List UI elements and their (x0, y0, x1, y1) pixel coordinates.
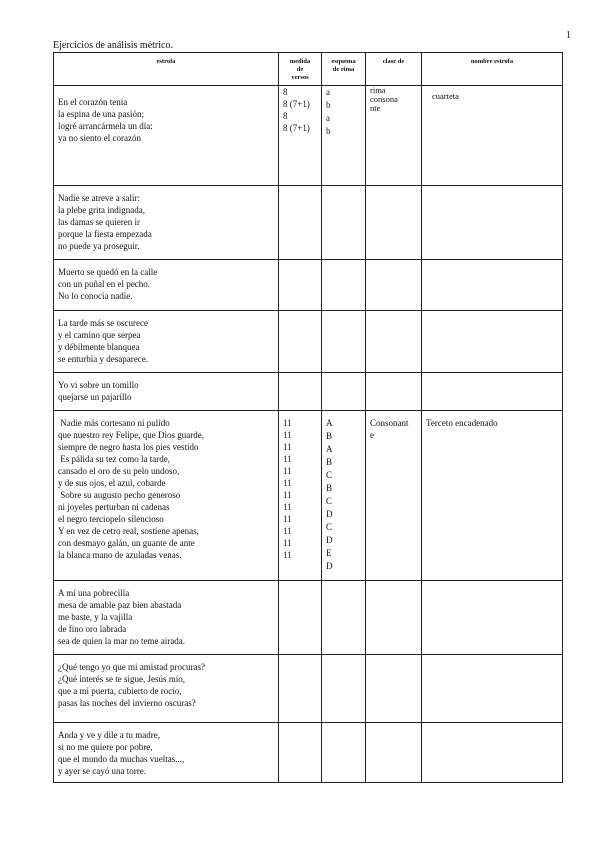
esquema-cell-line: E (326, 548, 332, 558)
medida-cell (279, 311, 322, 373)
stanza-cell-line: La tarde más se oscurece (58, 318, 148, 328)
esquema-cell (322, 373, 366, 411)
medida-cell-line: 11 (283, 442, 292, 452)
clase-cell (366, 373, 422, 411)
stanza-cell-line: que a mi puerta, cubierto de rocío, (58, 686, 182, 696)
esquema-cell-line: a (326, 113, 330, 123)
clase-cell (366, 655, 422, 723)
header-estrofa: estrofa (54, 53, 279, 86)
header-nombre: nombre estrofa (422, 53, 563, 86)
stanza-cell-line: la plebe grita indignada, (58, 205, 145, 215)
esquema-cell (322, 581, 366, 655)
medida-cell-line: 11 (283, 538, 292, 548)
stanza-cell-line: Yo vi sobre un tomillo (58, 380, 139, 390)
stanza-cell-line: mesa de amable paz bien abastada (58, 600, 182, 610)
clase-cell (366, 186, 422, 260)
clase-cell (366, 311, 422, 373)
nombre-cell (422, 723, 563, 783)
medida-cell (279, 655, 322, 723)
stanza-cell-line: Anda y ve y dile a tu madre, (58, 730, 160, 740)
medida-cell-line: 8 (7+1) (283, 99, 310, 109)
header-clase: clase de (366, 53, 422, 86)
stanza-cell (54, 411, 279, 581)
stanza-cell-line: quejarse un pajarillo (58, 392, 132, 402)
table-row (54, 723, 563, 783)
page-title: Ejercicios de análisis métrico. (53, 40, 173, 51)
medida-cell-line: 11 (283, 478, 292, 488)
stanza-cell-line: Sobre su augusto pecho generoso (58, 490, 181, 500)
esquema-cell-line: D (326, 561, 333, 571)
stanza-cell-line: se enturbia y desaparece. (58, 354, 148, 364)
nombre-cell (422, 373, 563, 411)
medida-cell-line: 8 (283, 87, 288, 97)
nombre-estrofa-value: cuarteta (432, 91, 459, 101)
nombre-cell (422, 86, 563, 186)
stanza-cell-line: sea de quien la mar no teme airada. (58, 636, 185, 646)
stanza-cell-line: Muerto se quedó en la calle (58, 267, 158, 277)
stanza-cell-line: cansado el oro de su pelo undoso, (58, 466, 180, 476)
stanza-cell-line: Nadie se atreve a salir: (58, 193, 140, 203)
medida-cell-line: 11 (283, 550, 292, 560)
medida-cell (279, 411, 322, 581)
medida-cell (279, 186, 322, 260)
table-row (54, 311, 563, 373)
esquema-cell (322, 186, 366, 260)
medida-cell (279, 581, 322, 655)
nombre-cell (422, 311, 563, 373)
medida-cell-line: 11 (283, 430, 292, 440)
clase-cell (366, 723, 422, 783)
medida-cell-line: 11 (283, 466, 292, 476)
stanza-cell-line: ni joyeles perturban ni cadenas (58, 502, 170, 512)
esquema-cell-line: D (326, 535, 333, 545)
esquema-cell (322, 86, 366, 186)
medida-cell-line: 8 (7+1) (283, 123, 310, 133)
stanza-cell (54, 723, 279, 783)
esquema-cell (322, 311, 366, 373)
table-row (54, 411, 563, 581)
stanza-cell-line: y de sus ojos, el azul, cobarde (58, 478, 166, 488)
stanza-cell (54, 373, 279, 411)
clase-cell (366, 260, 422, 311)
stanza-cell-line: ¿Qué tengo yo que mi amistad procuras? (58, 662, 205, 672)
esquema-cell (322, 411, 366, 581)
medida-cell (279, 373, 322, 411)
stanza-cell-line: con desmayo galán, un guante de ante (58, 538, 195, 548)
stanza-cell-line: me baste, y la vajilla (58, 612, 133, 622)
esquema-cell-line: a (326, 87, 330, 97)
medida-cell (279, 723, 322, 783)
stanza-cell-line: No lo conocía nadie. (58, 291, 133, 301)
stanza-cell-line: siempre de negro hasta los pies vestido (58, 442, 199, 452)
nombre-estrofa-value: Terceto encadenado (426, 418, 498, 428)
esquema-cell (322, 723, 366, 783)
medida-cell (279, 86, 322, 186)
stanza-cell-line: con un puñal en el pecho. (58, 279, 150, 289)
stanza-cell-line: que nuestro rey Felipe, que Dios guarde, (58, 430, 204, 440)
stanza-cell (54, 311, 279, 373)
stanza-cell (54, 260, 279, 311)
header-medida: medida de versos (279, 53, 322, 86)
nombre-cell (422, 655, 563, 723)
nombre-cell (422, 186, 563, 260)
esquema-cell-line: D (326, 509, 333, 519)
medida-cell-line: 11 (283, 514, 292, 524)
esquema-cell-line: C (326, 496, 333, 506)
stanza-cell-line: y el camino que serpea (58, 330, 141, 340)
stanza-cell-line: que el mundo da muchas vueltas..., (58, 754, 185, 764)
clase-cell-line: Consonant (370, 418, 409, 428)
medida-cell-line: 11 (283, 502, 292, 512)
table-row (54, 86, 563, 186)
stanza-cell-line: la blanca mano de azuladas venas. (58, 550, 182, 560)
table-row (54, 260, 563, 311)
nombre-cell (422, 581, 563, 655)
stanza-cell-line: ¿Qué interés se te sigue, Jesús mío, (58, 674, 185, 684)
esquema-cell-line: A (326, 418, 333, 428)
stanza-cell-line: Y en vez de cetro real, sostiene apenas, (58, 526, 199, 536)
stanza-cell-line: Es pálida su tez como la tarde, (58, 454, 170, 464)
stanza-cell (54, 581, 279, 655)
stanza-cell-line: si no me quiere por pobre, (58, 742, 153, 752)
medida-cell (279, 260, 322, 311)
table-row (54, 186, 563, 260)
esquema-cell-line: C (326, 522, 333, 532)
medida-cell-line: 11 (283, 454, 292, 464)
stanza-cell-line: logré arrancármela un día: (58, 121, 153, 131)
clase-cell-line: nte (370, 103, 381, 113)
stanza-cell-line: y ayer se cayó una torre. (58, 766, 146, 776)
stanza-cell (54, 186, 279, 260)
esquema-cell (322, 260, 366, 311)
clase-cell-line: consona (370, 94, 398, 104)
table-row (54, 655, 563, 723)
esquema-cell-line: b (326, 100, 331, 110)
stanza-cell-line: ya no siento el corazón (58, 133, 141, 143)
esquema-cell-line: b (326, 126, 331, 136)
medida-cell-line: 11 (283, 418, 292, 428)
esquema-cell-line: B (326, 457, 333, 467)
stanza-cell-line: la espina de una pasión; (58, 109, 144, 119)
stanza-cell-line: las damas se quieren ir (58, 217, 140, 227)
nombre-cell (422, 260, 563, 311)
esquema-cell-line: A (326, 444, 333, 454)
clase-cell (366, 86, 422, 186)
clase-cell (366, 411, 422, 581)
table-row (54, 373, 563, 411)
stanza-cell-line: de fino oro labrada (58, 624, 127, 634)
page-number: 1 (566, 30, 571, 41)
medida-cell-line: 11 (283, 526, 292, 536)
header-esquema: esquema de rima (322, 53, 366, 86)
stanza-cell-line: pasas las noches del invierno oscuras? (58, 698, 196, 708)
stanza-cell (54, 655, 279, 723)
esquema-cell-line: C (326, 470, 333, 480)
stanza-cell-line: Nadie más cortesano ni pulido (58, 418, 170, 428)
stanza-cell-line: y débilmente blanquea (58, 342, 140, 352)
nombre-cell (422, 411, 563, 581)
stanza-cell-line: En el corazón tenía (58, 97, 128, 107)
clase-cell-line: rima (370, 85, 386, 95)
esquema-cell (322, 655, 366, 723)
medida-cell-line: 11 (283, 490, 292, 500)
analysis-table (53, 52, 563, 783)
table-row (54, 581, 563, 655)
esquema-cell-line: B (326, 483, 333, 493)
esquema-cell-line: B (326, 431, 333, 441)
clase-cell-line: e (370, 430, 374, 440)
header-row (54, 53, 563, 86)
stanza-cell-line: no puede ya proseguir. (58, 241, 140, 251)
stanza-cell-line: porque la fiesta empezada (58, 229, 152, 239)
medida-cell-line: 8 (283, 111, 288, 121)
stanza-cell-line: el negro terciopelo silencioso (58, 514, 164, 524)
clase-cell (366, 581, 422, 655)
stanza-cell-line: A mí una pobrecilla (58, 588, 130, 598)
stanza-cell (54, 86, 279, 186)
